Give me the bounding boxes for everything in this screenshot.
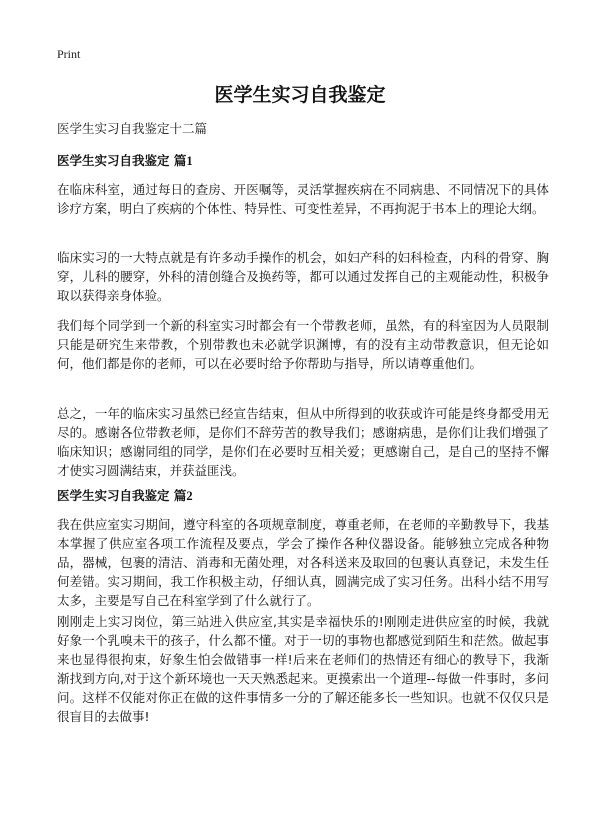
section-heading-1 bbox=[57, 151, 193, 169]
paragraph: 在临床科室，通过每日的查房、开医嘱等，灵活掌握疾病在不同病患、不同情况下的具体诊疗方案，明白了疾病的个体性、特异性、可变性差异，不再拘泥于书本上的理论大纲。 bbox=[57, 182, 549, 216]
print-link[interactable]: Print bbox=[57, 47, 81, 61]
paragraph: 我在供应室实习期间，遵守科室的各项规章制度，尊重老师，在老师的辛勤教导下，我基本掌握了供应室各项工作流程及要点，学会了操作各种仪器设备。能够独立完成各种物品，器械，包裹的清洁、消毒和无菌处理，对各科送来及取回的包裹认真登记，未发生任何差错。实习期间，我工作积极主动，仔细认真，圆满完成了实习任务。出科小结不用写太多，主要是写自己在科室学到了什么就行了。 bbox=[57, 517, 549, 608]
paragraph: 刚刚走上实习岗位，第三站进入供应室,其实是幸福快乐的!刚刚走进供应室的时候，我就好象一个乳嗅未干的孩子，什么都不懂。对于一切的事物也都感觉到陌生和茫然。做起事来也显得很拘束，好象生怕会做错事一样!后来在老师们的热情还有细心的教导下，我渐渐找到方向,对于这个新环境也一天天熟悉起来。更摸索出一个道理--每做一件事时，多问问。这样不仅能对你正在做的这件事情多一分的了解还能多长一些知识。也就不仅仅只是很盲目的去做事! bbox=[57, 614, 549, 724]
paragraph: 总之，一年的临床实习虽然已经宣告结束，但从中所得到的收获或许可能是终身都受用无尽的。感谢各位带教老师，是你们不辞劳苦的教导我们；感谢病患，是你们让我们增强了临床知识；感谢同组的同学，是你们在必要时互相关爱；更感谢自己，是自己的坚持不懈才使实习圆满结束，并获益匪浅。 bbox=[57, 406, 549, 478]
page-title: 医学生实习自我鉴定 bbox=[214, 84, 386, 106]
document-subtitle: 医学生实习自我鉴定十二篇 bbox=[57, 121, 208, 136]
section-number: 2 bbox=[186, 489, 193, 503]
paragraph: 我们每个同学到一个新的科室实习时都会有一个带教老师，虽然，有的科室因为人员限制只能是研究生来带教，个别带教也未必就学识渊博，有的没有主动带教意识，但无论如何，他们都是你的老师，可以在必要时给予你帮助与指导，所以请尊重他们。 bbox=[57, 318, 549, 371]
paragraph: 临床实习的一大特点就是有许多动手操作的机会，如妇产科的妇科检查，内科的骨穿、胸穿，儿科的腰穿，外科的清创缝合及换药等，都可以通过发挥自己的主观能动性，积极争取以获得亲身体验。 bbox=[57, 250, 549, 303]
section-number: 1 bbox=[186, 154, 193, 168]
section-heading-text: 医学生实习自我鉴定 篇 bbox=[57, 488, 187, 503]
section-heading-2 bbox=[57, 486, 193, 504]
section-heading-text: 医学生实习自我鉴定 篇 bbox=[57, 153, 187, 168]
